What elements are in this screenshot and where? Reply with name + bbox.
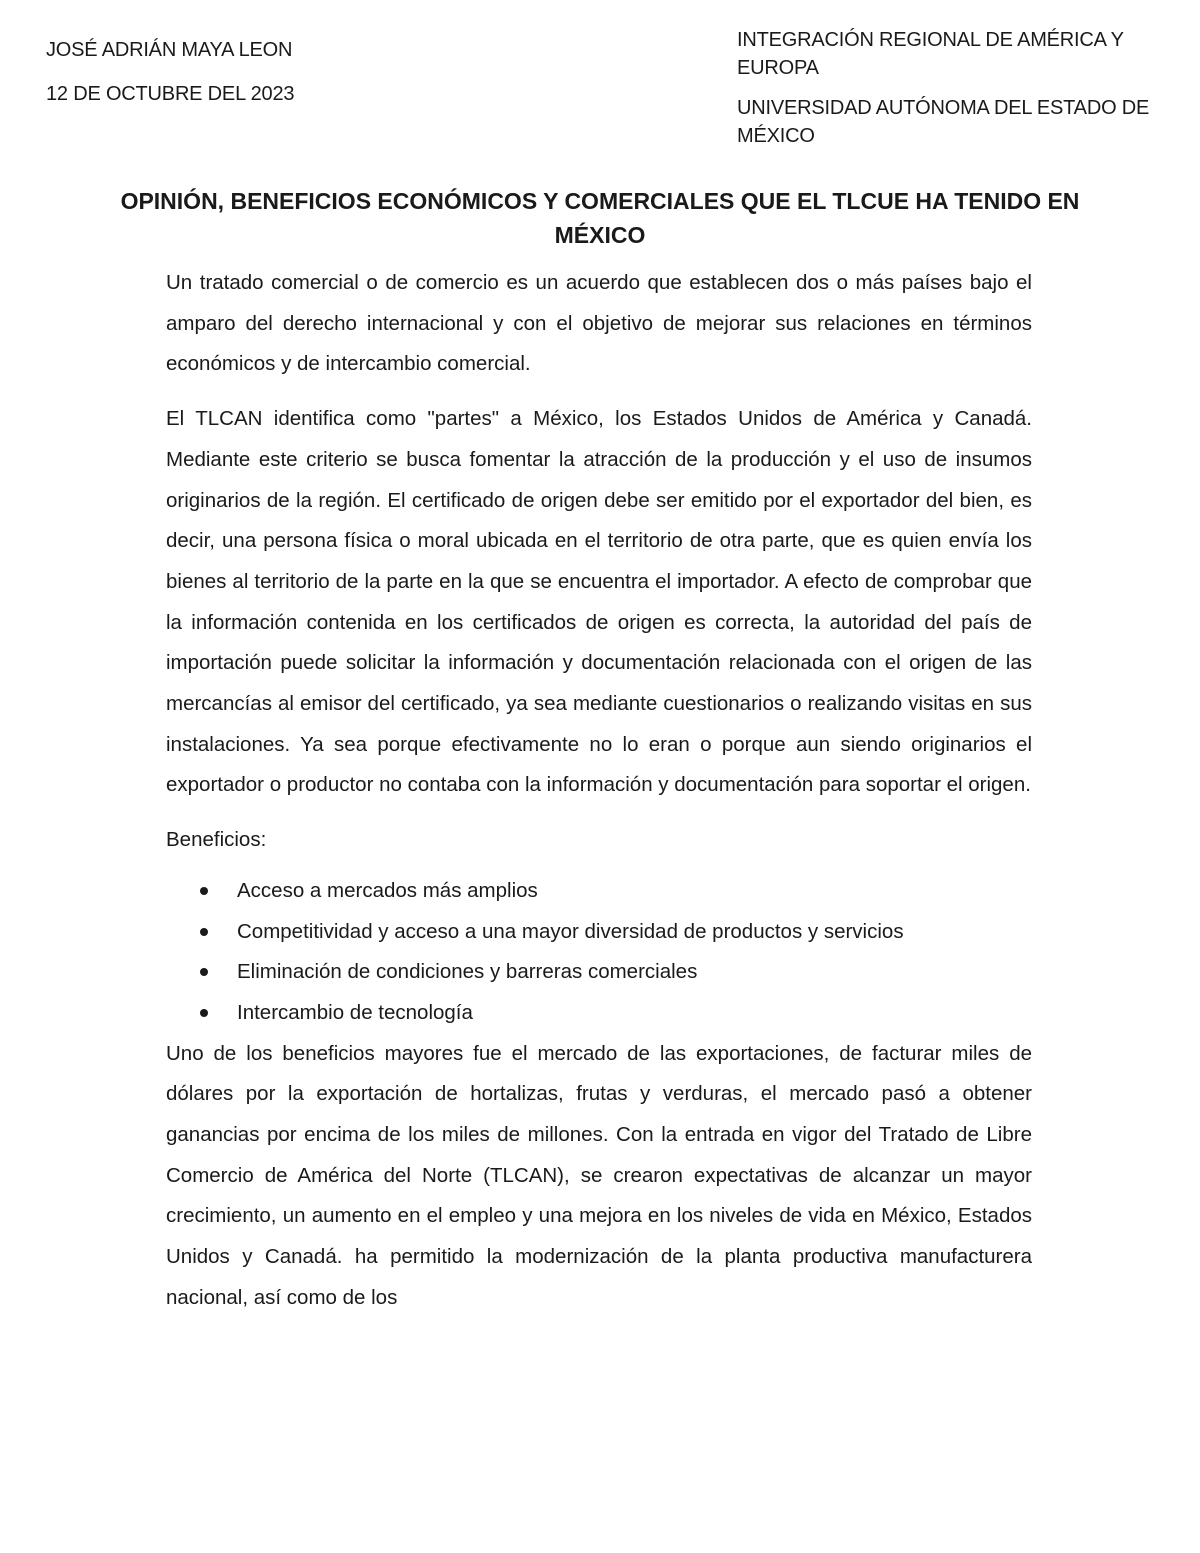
list-item [166, 912, 1032, 953]
paragraph-tlcan: El TLCAN identifica como "partes" a México, los Estados Unidos de América y Canadá. Mediante este criterio se busca fomentar la atracción de la producción y el uso de insumos originarios de la región. El certificado de origen debe ser emitido por el exportador del bien, es decir, una persona física o moral ubicada en el territorio de otra parte, que es quien envía los bienes al territorio de la parte en la que se encuentra el importador. A efecto de comprobar que la información contenida en los certificados de origen es correcta, la autoridad del país de importación puede solicitar la información y documentación relacionada con el origen de las mercancías al emisor del certificado, ya sea mediante cuestionarios o realizando visitas en sus instalaciones. Ya sea porque efectivamente no lo eran o porque aun siendo originarios el exportador o productor no contaba con la información y documentación para soportar el origen. [166, 407, 1032, 797]
list-item [166, 993, 1032, 1034]
document-title: OPINIÓN, BENEFICIOS ECONÓMICOS Y COMERCIALES QUE EL TLCUE HA TENIDO EN MÉXICO [120, 188, 1080, 248]
university-name: UNIVERSIDAD AUTÓNOMA DEL ESTADO DE MÉXICO [737, 97, 1150, 147]
paragraph-exports: Uno de los beneficios mayores fue el mercado de las exportaciones, de facturar miles de dólares por la exportación de hortalizas, frutas y verduras, el mercado pasó a obtener ganancias por encima de los miles de millones. Con la entrada en vigor del Tratado de Libre Comercio de América del Norte (TLCAN), se crearon expectativas de alcanzar un mayor crecimiento, un aumento en el empleo y una mejora en los niveles de vida en México, Estados Unidos y Canadá. ha permitido la modernización de la planta productiva manufacturera nacional, así como de los [166, 1041, 1032, 1309]
list-item-text: Acceso a mercados más amplios [237, 878, 538, 902]
list-item-text: Competitividad y acceso a una mayor diversidad de productos y servicios [237, 919, 904, 943]
benefits-list [166, 871, 1032, 1034]
author-name: JOSÉ ADRIÁN MAYA LEON [46, 39, 293, 61]
paragraph-intro: Un tratado comercial o de comercio es un acuerdo que establecen dos o más países bajo el amparo del derecho internacional y con el objetivo de mejorar sus relaciones en términos económicos y de intercambio comercial. [166, 271, 1032, 376]
bullet-icon [200, 928, 208, 936]
benefits-heading: Beneficios: [166, 828, 267, 852]
bullet-icon [200, 887, 208, 895]
list-item-text: Intercambio de tecnología [237, 1000, 473, 1024]
list-item [166, 871, 1032, 912]
bullet-icon [200, 968, 208, 976]
document-date: 12 DE OCTUBRE DEL 2023 [46, 83, 295, 105]
document-body [166, 263, 1032, 1333]
list-item [166, 952, 1032, 993]
course-name: INTEGRACIÓN REGIONAL DE AMÉRICA Y EUROPA [737, 29, 1124, 79]
bullet-icon [200, 1009, 208, 1017]
list-item-text: Eliminación de condiciones y barreras comerciales [237, 960, 698, 984]
